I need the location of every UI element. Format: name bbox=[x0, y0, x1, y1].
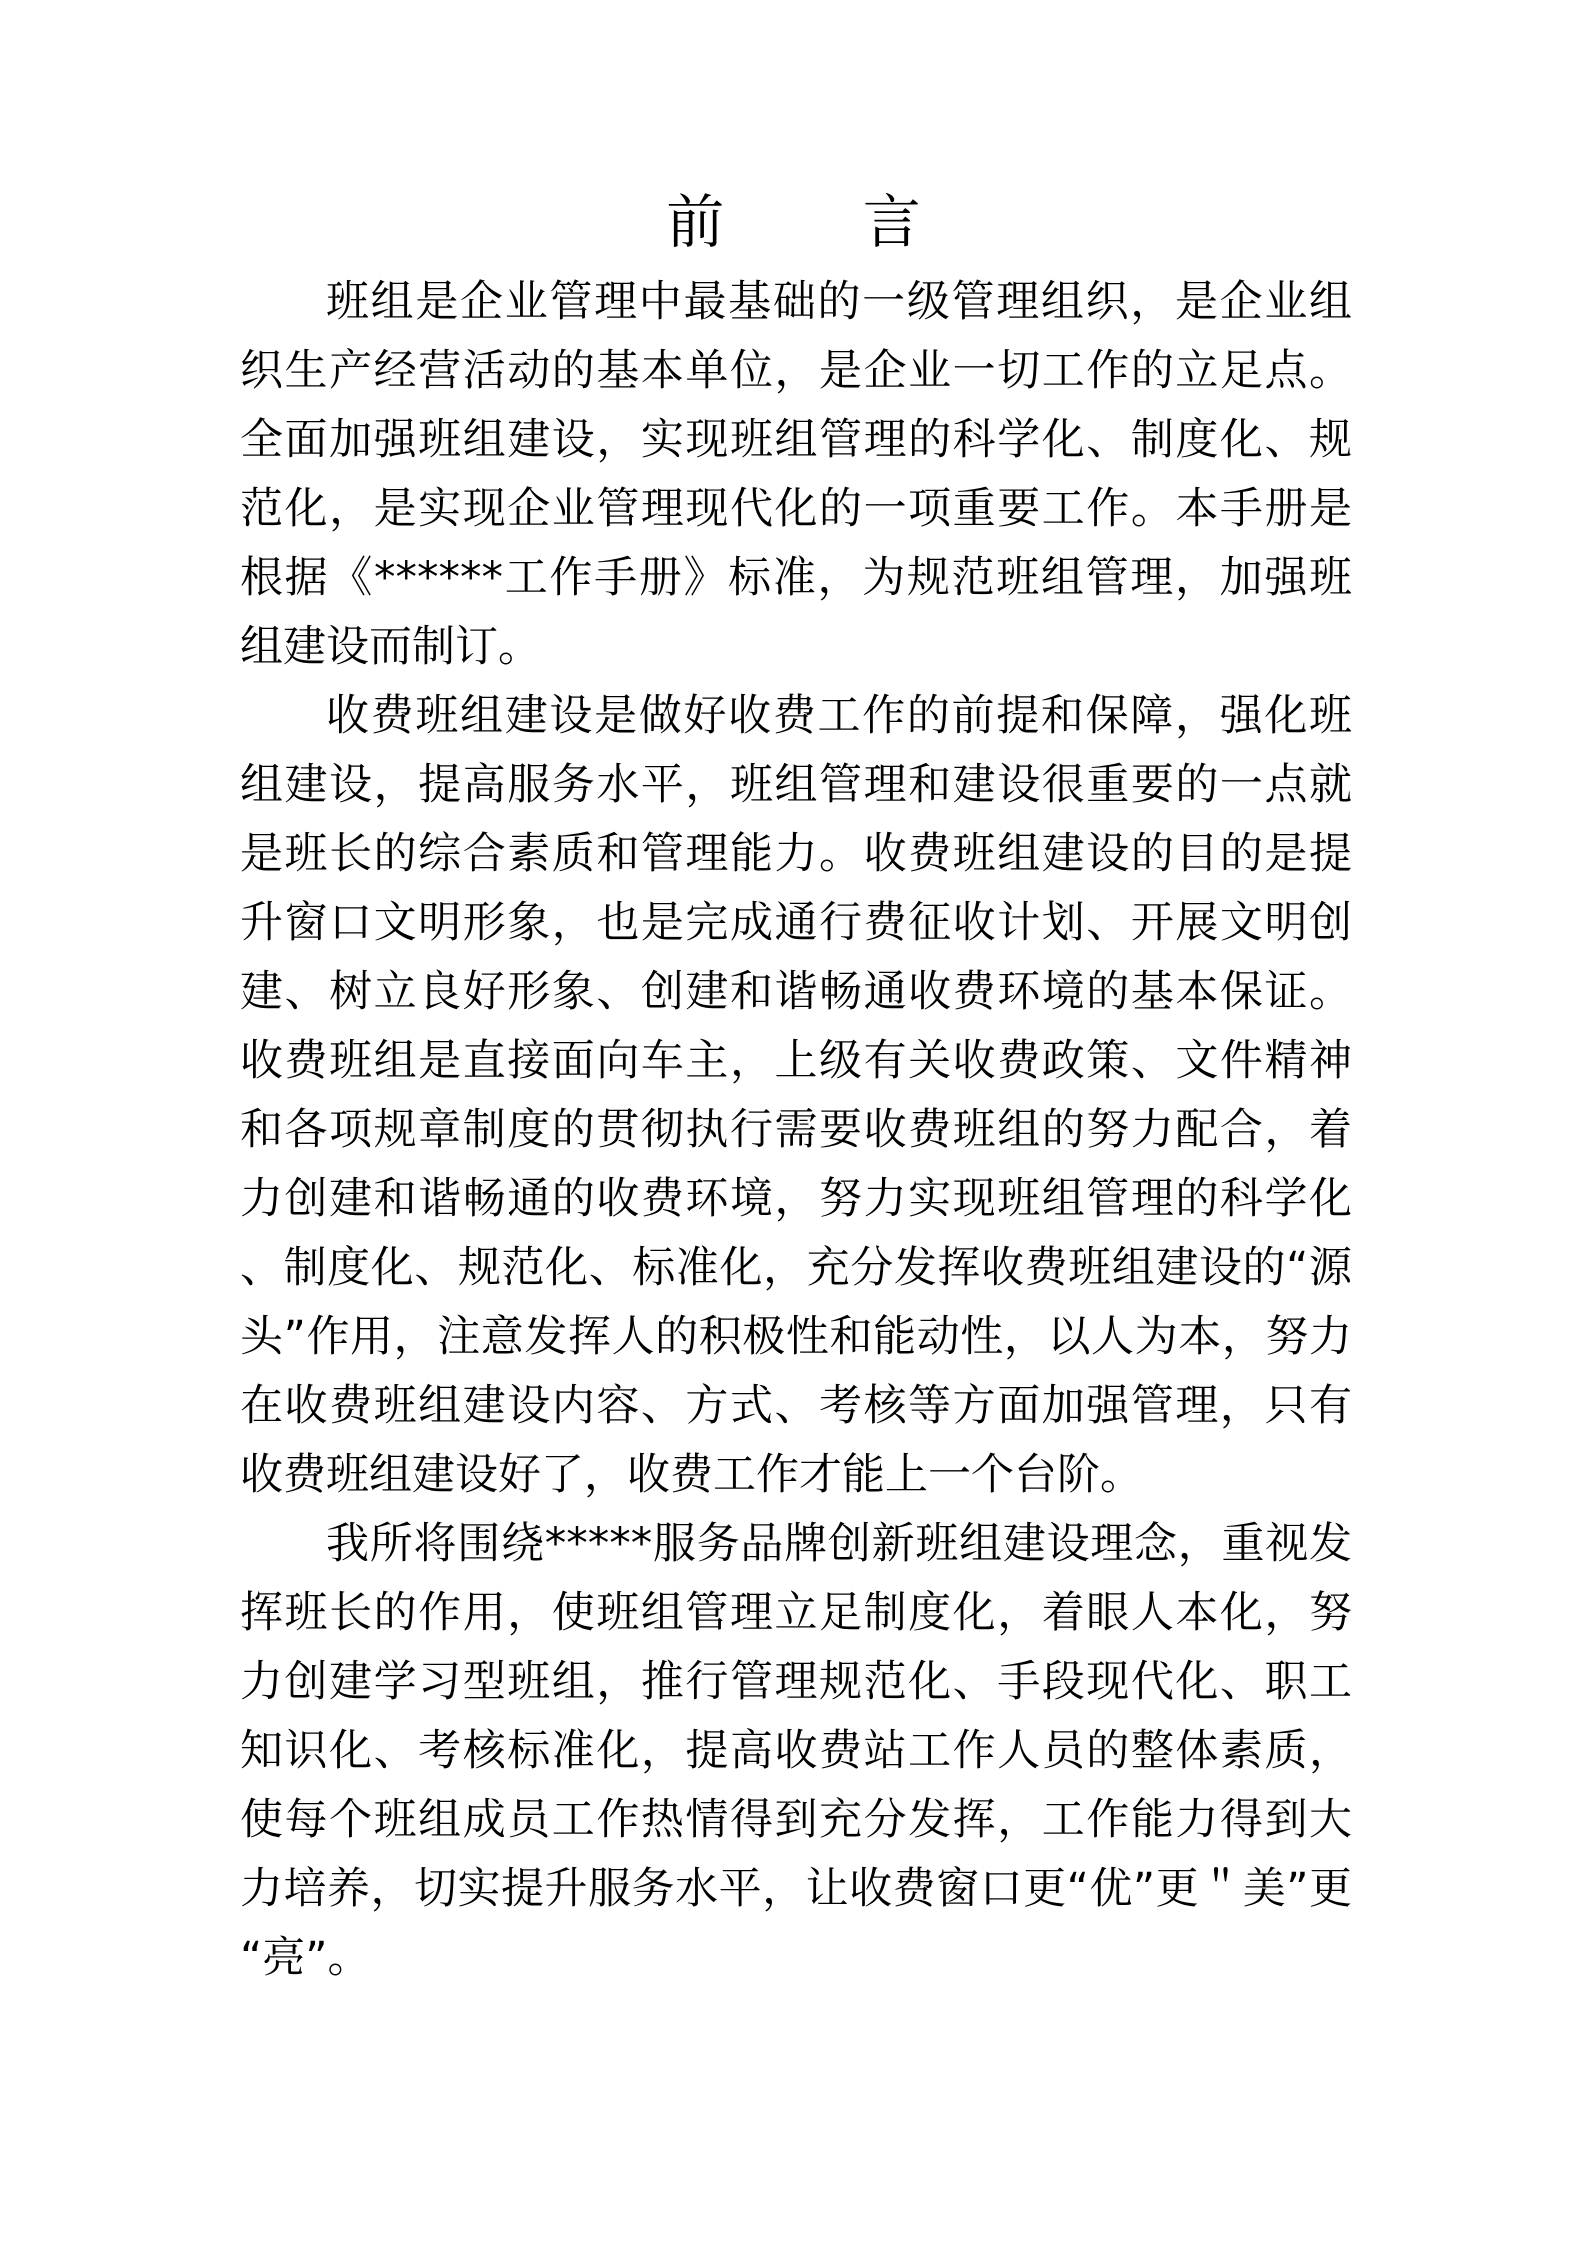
paragraph-1: 班组是企业管理中最基础的一级管理组织，是企业组织生产经营活动的基本单位，是企业一切工作的立足点。全面加强班组建设，实现班组管理的科学化、制度化、规范化，是实现企业管理现代化的一项重要工作。本手册是根据《******工作手册》标准，为规范班组管理，加强班组建设而制订。 bbox=[240, 277, 1352, 672]
page-title: 前 言 bbox=[666, 188, 981, 256]
paragraph-2: 收费班组建设是做好收费工作的前提和保障，强化班组建设，提高服务水平，班组管理和建设很重要的一点就是班长的综合素质和管理能力。收费班组建设的目的是提升窗口文明形象，也是完成通行费征收计划、开展文明创建、树立良好形象、创建和谐畅通收费环境的基本保证。收费班组是直接面向车主，上级有关收费政策、文件精神和各项规章制度的贯彻执行需要收费班组的努力配合，着力创建和谐畅通的收费环境，努力实现班组管理的科学化、制度化、规范化、标准化，充分发挥收费班组建设的“源头”作用，注意发挥人的积极性和能动性，以人为本，努力在收费班组建设内容、方式、考核等方面加强管理，只有收费班组建设好了，收费工作才能上一个台阶。 bbox=[240, 691, 1352, 1500]
document-body bbox=[240, 268, 1352, 1993]
paragraph-3: 我所将围绕*****服务品牌创新班组建设理念，重视发挥班长的作用，使班组管理立足制度化，着眼人本化，努力创建学习型班组，推行管理规范化、手段现代化、职工知识化、考核标准化，提高收费站工作人员的整体素质，使每个班组成员工作热情得到充分发挥，工作能力得到大力培养，切实提升服务水平，让收费窗口更“优”更＂美”更“亮”。 bbox=[240, 1519, 1352, 1983]
